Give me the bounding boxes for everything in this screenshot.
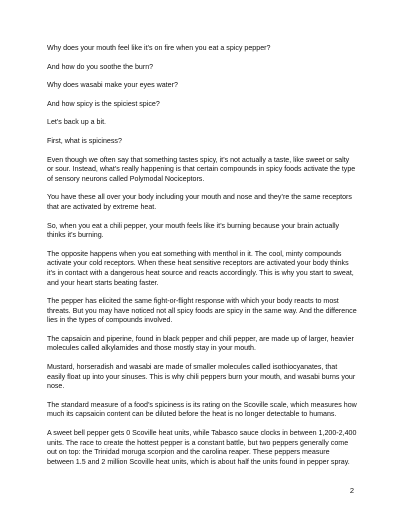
paragraph-6: First, what is spiciness?	[47, 136, 122, 145]
paragraph-12: The capsaicin and piperine, found in black pepper and chili pepper, are made up of larger, heavier molecules called alkylamides and those mostly stay in your mouth.	[47, 334, 354, 353]
paragraph-7: Even though we often say that something tastes spicy, it’s not actually a taste, like sweet or salty or sour. Instead, what’s really happening is that certain compounds in spicy foods activate the type of sensory neurons called Polymodal Nociceptors.	[47, 155, 356, 183]
paragraph-11: The pepper has elicited the same fight-or-flight response with which your body reacts to most threats. But you may have noticed not all spicy foods are spicy in the same way. And the difference lies in the types of compounds involved.	[47, 297, 357, 325]
paragraph-9: So, when you eat a chili pepper, your mouth feels like it’s burning because your brain actually thinks it’s burning.	[47, 221, 340, 240]
paragraph-10: The opposite happens when you eat something with menthol in it. The cool, minty compounds activate your cold receptors. When these heat sensitive receptors are activated your body thinks it’s in contact with a dangerous heat source and reacts accordingly. This is why you start to sweat, and your heart starts beating faster.	[47, 249, 354, 287]
paragraph-4: And how spicy is the spiciest spice?	[47, 99, 160, 108]
paragraph-8: You have these all over your body including your mouth and nose and they’re the same receptors that are activated by extreme heat.	[47, 193, 352, 211]
paragraph-15: A sweet bell pepper gets 0 Scoville heat units, while Tabasco sauce clocks in between 1,200-2,400 units. The race to create the hottest pepper is a constant battle, but two peppers generally come out on top: the Trinidad moruga scorpion and the carolina reaper. These peppers measure between 1.5 and 2 million Scoville heat units, which is about half the units found in pepper spray.	[47, 429, 357, 466]
paragraph-3: Why does wasabi make your eyes water?	[47, 81, 178, 90]
paragraph-14: The standard measure of a food’s spiciness is its rating on the Scoville scale, which measures how much its capsaicin content can be diluted before the heat is no longer detectable to humans.	[47, 400, 357, 419]
page-number: 2	[349, 486, 354, 495]
paragraph-2: And how do you soothe the burn?	[47, 62, 154, 71]
paragraph-5: Let’s back up a bit.	[47, 118, 107, 127]
paragraph-1: Why does your mouth feel like it’s on fire when you eat a spicy pepper?	[47, 44, 271, 52]
paragraph-13: Mustard, horseradish and wasabi are made of smaller molecules called isothiocyanates, that easily float up into your sinuses. This is why chili peppers burn your mouth, and wasabi burns your nose.	[47, 363, 356, 391]
